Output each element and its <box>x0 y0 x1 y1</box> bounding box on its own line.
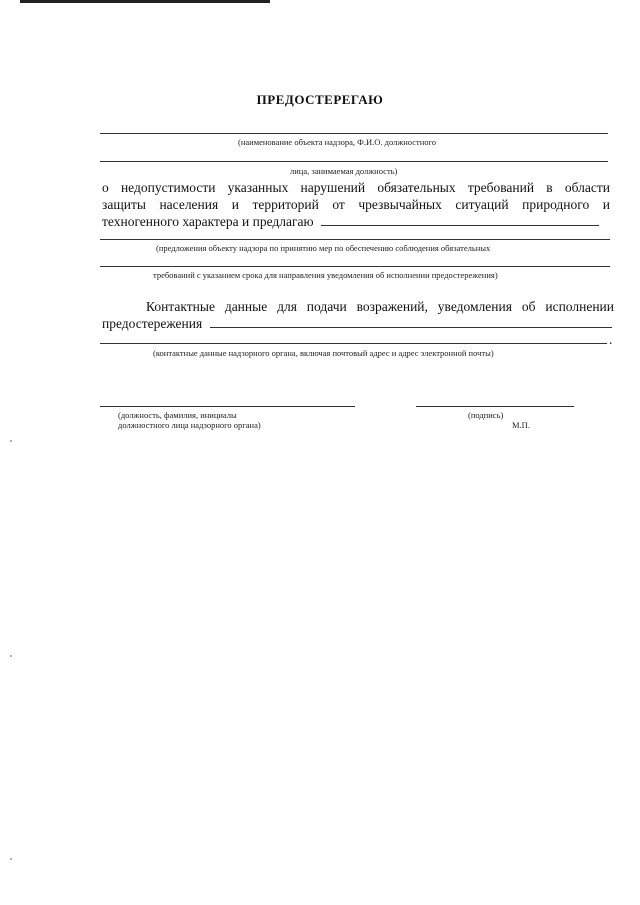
contacts-end-dot: . <box>609 332 613 347</box>
proposals-line-2 <box>100 266 610 267</box>
signature-line <box>416 406 574 407</box>
body-line-1: о недопустимости указанных нарушений обязательных требований в области <box>102 180 610 195</box>
position-line <box>100 406 355 407</box>
caption-position-1: (должность, фамилия, инициалы <box>118 410 237 420</box>
scan-speck <box>10 655 12 657</box>
caption-contacts: (контактные данные надзорного органа, включая почтовый адрес и адрес электронной почты) <box>153 348 494 358</box>
contact-line-2 <box>102 315 612 332</box>
document-title: ПРЕДОСТЕРЕГАЮ <box>256 92 384 107</box>
caption-position-2: должностного лица надзорного органа) <box>118 420 261 430</box>
proposals-line-1 <box>100 239 610 240</box>
caption-object-2: лица, занимаемая должность) <box>290 166 398 176</box>
contacts-line <box>100 343 607 344</box>
body-line-2: защиты населения и территорий от чрезвычайных ситуаций природного и <box>102 197 610 212</box>
stamp-label: М.П. <box>512 420 530 430</box>
object-name-line-1 <box>100 133 608 134</box>
caption-proposals-1: (предложения объекту надзора по принятию мер по обеспечению соблюдения обязательных <box>156 243 491 253</box>
contact-fill-line <box>210 327 612 328</box>
caption-proposals-2: требований с указанием срока для направления уведомления об исполнении предостережения) <box>153 270 498 280</box>
proposal-fill-line <box>321 225 599 226</box>
scan-speck <box>10 440 12 442</box>
object-name-line-2 <box>100 161 608 162</box>
caption-object-1: (наименование объекта надзора, Ф.И.О. должностного <box>238 137 437 147</box>
body-line-3-text: техногенного характера и предлагаю <box>102 214 314 229</box>
contact-line-2-text: предостережения <box>102 316 203 331</box>
body-line-3 <box>102 213 599 230</box>
scan-top-edge <box>20 0 270 3</box>
caption-signature: (подпись) <box>468 410 504 420</box>
contact-line-1: Контактные данные для подачи возражений, уведомления об исполнении <box>146 299 614 314</box>
scan-speck <box>10 858 12 860</box>
